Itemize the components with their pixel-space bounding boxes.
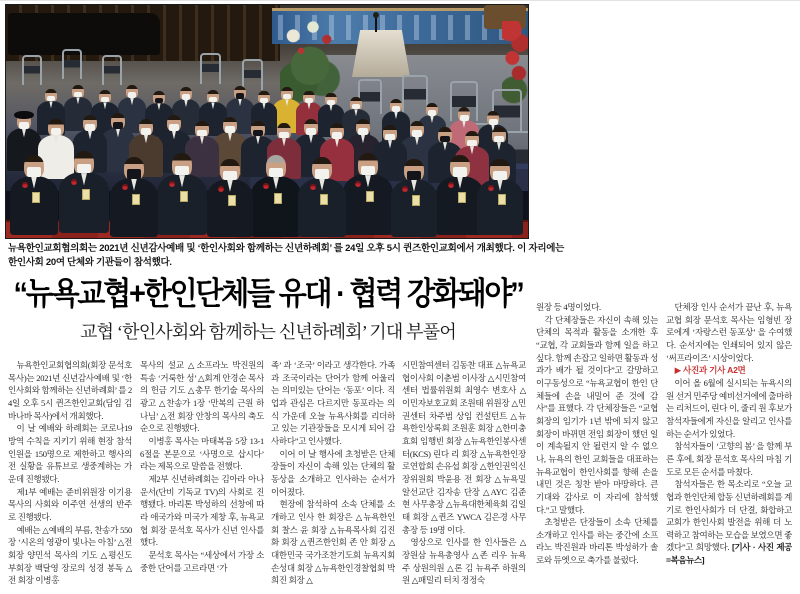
article-paragraph: 참석자들은 한 목소리로 “오늘 교협과 한인단체 합동 신년하례회를 계기로 한인사회가 더 단결, 화합하고 교회가 한인사회 발전을 위해 더 노력하고 참여하는 모습을 보였으면 좋겠다”고 희망했다. [기사 · 사진 제공=복음뉴스] (666, 479, 792, 566)
article-paragraph: 문석호 목사는 “세상에서 가장 소중한 단어를 고르라면 ‘가 (140, 549, 264, 573)
article-paragraph: 제1부 예배는 준비위원장 이기용 목사의 사회와 이주연 선생의 반주로 진행됐다. (8, 486, 132, 522)
subheadline: 교협 ‘한인사회와 함께하는 신년하례회’ 기대 부풀어 (80, 322, 456, 342)
article-paragraph: 시민참여센터 김동찬 대표 △뉴욕교협이사회 이춘범 이사장 △시민참여센터 법률위원회 최영수 변호사 △이민자보호교회 조원태 위원장 △민권센터 차주범 상임 컨설턴트 △뉴욕한인상록회 조원훈 회장 △한미충효회 임행빈 회장 △뉴욕한인봉사센터(KCS) 린다 리 회장 △뉴욕한인장로연합회 손유섭 회장 △한인권익신장위원회 박윤용 전 회장 △뉴욕밀알선교단 김자송 단장 △AYC 김준현 사무총장 △뉴욕대한체육회 김일태 회장 △퀸즈 YWCA 김은경 사무총장 등 19명 이다. (402, 360, 526, 535)
article-paragraph: 현장에 참석하여 소속 단체를 소개하고 인사 한 회장은 △뉴욕한인회 찰스 윤 회장 △뉴욕목사회 김진화 회장 △퀸즈한인회 존 안 회장 △대한민국 국가조찬기도회 뉴욕지회 손성대 회장 △뉴욕한인경찰협회 박희진 회장 △ (271, 499, 395, 586)
article-column-5 (536, 301, 658, 594)
person-figure (251, 155, 300, 237)
event-photo (5, 4, 529, 239)
related-page-note: ▶ 사진과 기사 A2면 (674, 365, 746, 376)
article-paragraph: 영상으로 인사를 한 인사들은 △장원삼 뉴욕총영사 △존 리우 뉴욕주 상원의원 △론 김 뉴욕주 하원의원 △패밀리 터치 정정숙 (402, 537, 526, 586)
article-paragraph: 이 날 예배와 하례회는 코로나19 방역 수칙을 지키기 위해 현장 참석 인원을 150명으로 제한하고 행사의 전 실황을 유튜브로 생중계하는 가운데 진행됐다. (8, 423, 132, 484)
person-figure (207, 159, 254, 237)
article-column-3 (271, 359, 395, 594)
headline: “뉴욕교협+한인단체들 유대 · 협력 강화돼야” (13, 277, 523, 312)
article-column-4 (402, 359, 526, 594)
photo-people (6, 5, 528, 238)
article-column-6 (666, 301, 792, 594)
person-figure (298, 157, 346, 237)
article-paragraph: 원장 등 4명이었다. (536, 302, 601, 312)
person-figure (157, 153, 206, 235)
person-figure (10, 155, 58, 235)
article-paragraph: 각 단체장들은 자신이 속해 있는 단체의 목적과 활동을 소개한 후 “교협, 각 교회들과 함께 일을 하고 싶다. 함께 손잡고 일하면 활동과 성과가 배가 될 것이다”고 갈망하고 이구동성으로 “뉴욕교협이 한인 단체들에 손을 내밀어 준 것에 감사”를 표했다. 각 단체장들은 “교협회장의 임기가 1년 밖에 되지 않고 회장이 바뀌면 전임 회장이 했던 일이 계속될지 안 될런지 알 수 없으나, 뉴욕의 한인 교회들을 대표하는 뉴욕교협이 한인사회를 향해 손을 내민 것은 칭찬 받아 마땅하다. 큰 기대와 감사로 이 자리에 참석했다.”고 말했다. (536, 314, 658, 515)
article-paragraph: 초청받은 단장들이 소속 단체를 소개하고 인사를 하는 중간에 소프라노 박진원과 바리톤 박성하가 솔로와 듀엣으로 축가를 불렀다. (536, 517, 658, 566)
article-paragraph: 예배는 △예배의 부름, 찬송가 550장 ‘시온의 영광이 빛나는 아침’ △전 회장 양민석 목사의 기도 △평신도 부회장 백달영 장로의 성경 봉독 △전 회장 이병홍 (8, 524, 132, 586)
person-figure (110, 157, 158, 237)
article-paragraph: 이병홍 목사는 마태복음 5장 13-16절을 본문으로 ‘사명으로 삽시다’ 라는 제목으로 말씀을 전했다. (140, 435, 264, 472)
person-figure (343, 153, 392, 235)
article-paragraph: 제2부 신년하례회는 김아라 아나운서(단비 기독교 TV)의 사회로 진행됐다. 바리톤 박성하의 선창에 따라 애국가와 미국가 제창 후, 뉴욕교협 회장 문석호 목사가 신년 인사를 했다. (140, 473, 264, 548)
article-paragraph: 단체장 인사 순서가 끝난 후, 뉴욕교협 회장 문석호 목사는 임형빈 장로에게 ‘자랑스런 동포상’ 을 수여했다. 순서지에는 인쇄되어 있지 않은 ‘써프라이즈’ 시상이었다. (666, 302, 792, 363)
article-paragraph: 이어 올 6월에 실시되는 뉴욕시의원 선거 민주당 예비선거에에 출마하는 리처드이, 린다 이, 줄리 원 후보가 참석자들에게 자신을 알리고 인사를 하는 순서가 있었다. (666, 377, 792, 439)
article-column-2 (140, 359, 264, 594)
article-paragraph: 족’ 과 ‘조국’ 이라고 생각한다. 가족과 조국이라는 단어가 함께 어울리는 의미있는 단어는 ‘동포’ 이다. 직업과 관심은 다르지만 동포라는 의식 가운데 오늘 뉴욕사회를 리더하고 있는 기관장들을 모시게 되어 감사하다”고 인사했다. (271, 360, 395, 446)
source-credit: [기사 · 사진 제공=복음뉴스] (666, 542, 792, 566)
person-figure (477, 159, 523, 235)
photo-caption: 뉴욕한인교회협의회는 2021년 신년감사예배 및 ‘한인사회와 함께하는 신년하례회’ 를 24일 오후 5시 퀸즈한인교회에서 개최했다. 이 자리에는 한인사회 20여 단체와 기관들이 참석했다. (8, 243, 564, 268)
article-paragraph: 뉴욕한인교회협의회(회장 문석호 목사)는 2021년 신년감사예배 및 ‘한인사회와 함께하는 신년하례회’ 를 24일 오후 5시 퀸즈한인교회(담임 김바나바 목사)에서 개최했다. (8, 360, 132, 421)
article-paragraph: 이어 이 날 행사에 초청받은 단체장들이 자신이 속해 있는 단체의 활동상을 소개하고 인사하는 순서가 이어졌다. (271, 448, 395, 497)
article-paragraph: 참석자들이 ‘고향의 봄’ 을 함께 부른 후에, 회장 문석호 목사의 마침 기도로 모든 순서를 마쳤다. (666, 441, 792, 477)
article-paragraph: 목사의 설교 △소프라노 박진원의 특송 ‘거룩한 성’ △회계 안경순 목사의 헌금 기도 △총무 한기술 목사의 광고 △찬송가 1장 ‘만복의 근원 하나님’ △전 회장 안창의 목사의 축도 순으로 진행됐다. (140, 360, 264, 434)
person-figure (391, 159, 438, 237)
person-figure (59, 151, 108, 233)
article-column-1 (8, 359, 132, 594)
